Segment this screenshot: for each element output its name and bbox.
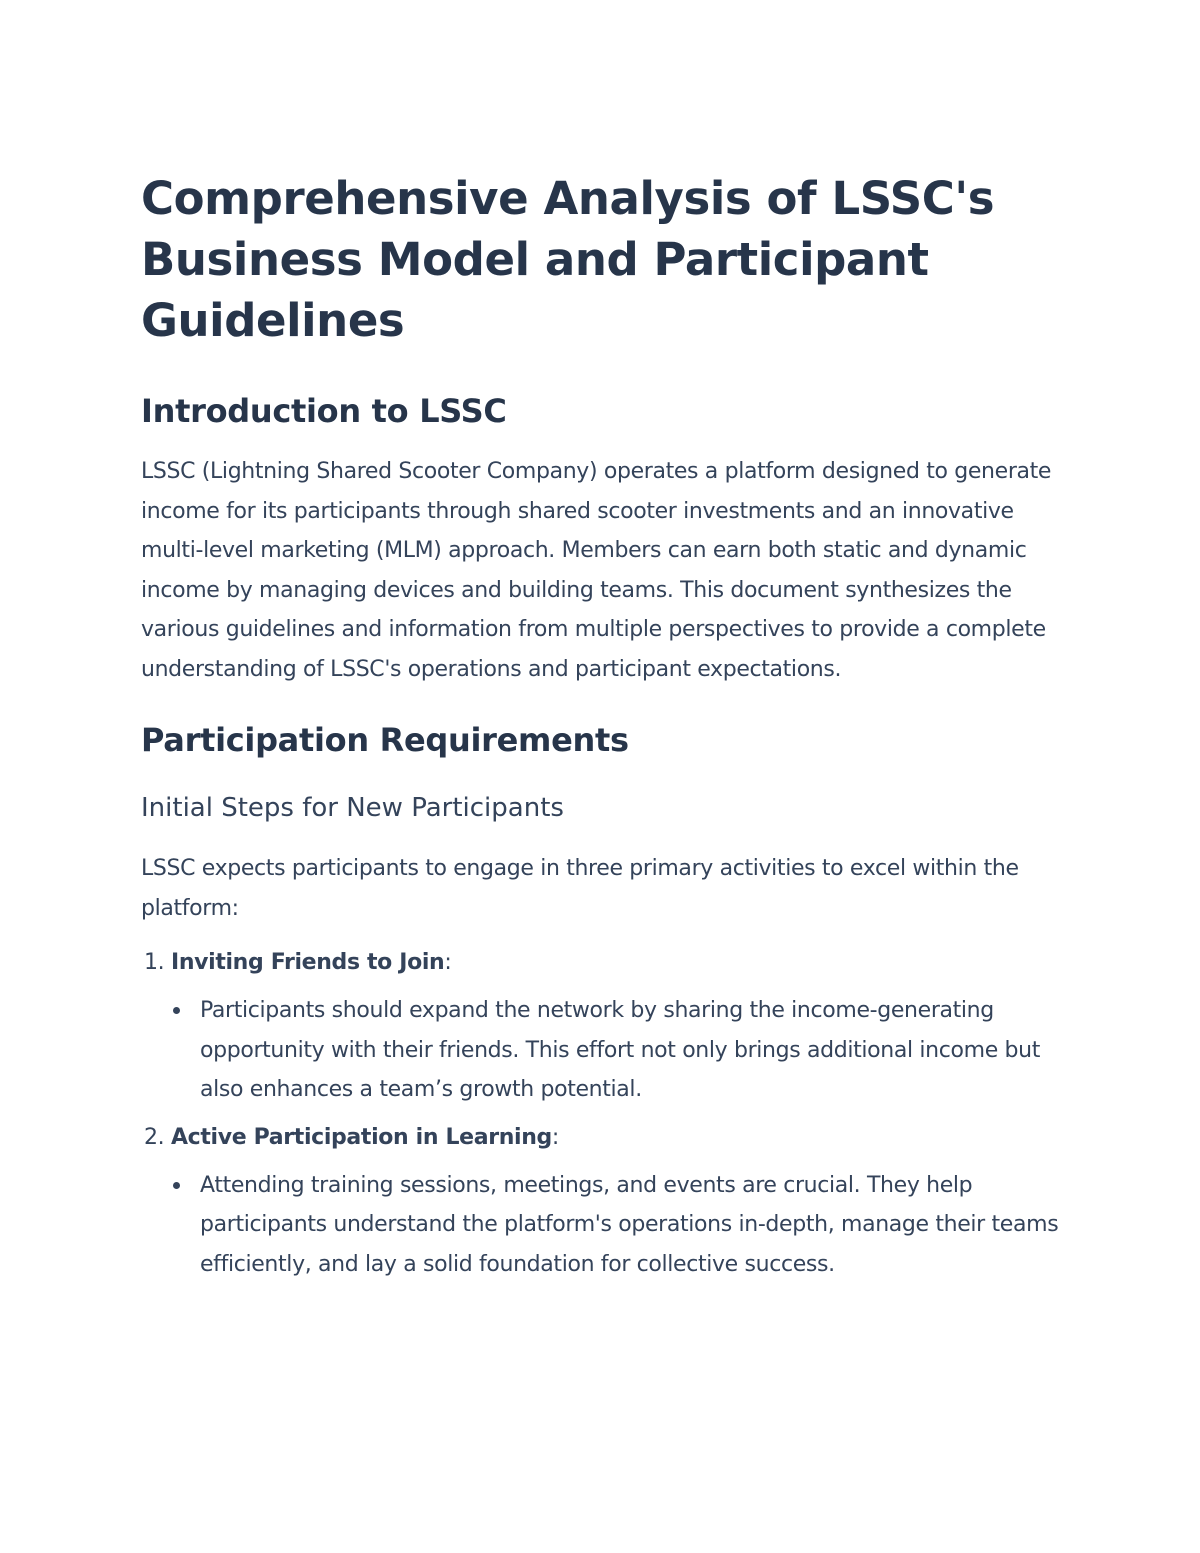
bullet-list	[141, 991, 1061, 1110]
section-heading-introduction: Introduction to LSSC	[141, 392, 507, 430]
step-title: Active Participation in Learning	[171, 1124, 552, 1150]
participation-paragraph: LSSC expects participants to engage in three primary activities to excel within the platform:	[141, 856, 1019, 921]
section-heading-participation: Participation Requirements	[141, 721, 629, 759]
steps-list	[141, 948, 1061, 1284]
step-number: 1.	[144, 950, 165, 975]
bullet-dot-icon	[173, 1182, 180, 1189]
step-heading	[141, 948, 1061, 978]
step-suffix: :	[444, 950, 452, 975]
subheading-initial-steps: Initial Steps for New Participants	[141, 793, 564, 823]
step-number: 2.	[144, 1124, 165, 1150]
bullet-item	[141, 991, 1061, 1110]
bullet-text: Attending training sessions, meetings, and events are crucial. They help participants understand the platform's operations in-depth, manage their teams efficiently, and lay a solid foundation for collective success.	[200, 1172, 1059, 1277]
bullet-text: Participants should expand the network by sharing the income-generating opportunity with their friends. This effort not only brings additional income but also enhances a team’s growth potential.	[200, 998, 1041, 1102]
bullet-dot-icon	[173, 1007, 180, 1014]
introduction-paragraph: LSSC (Lightning Shared Scooter Company) operates a platform designed to generate income for its participants through shared scooter investments and an innovative multi-level marketing (MLM) approach. Members can earn both static and dynamic income by managing devices and building teams. This document synthesizes the various guidelines and information from multiple perspectives to provide a complete understanding of LSSC's operations and participant expectations.	[141, 459, 1052, 682]
step-suffix: :	[551, 1124, 559, 1150]
bullet-list	[141, 1166, 1061, 1285]
bullet-item	[141, 1166, 1061, 1285]
document-page	[141, 168, 1061, 1284]
document-title: Comprehensive Analysis of LSSC's Business Model and Participant Guidelines	[141, 172, 995, 347]
list-item	[141, 1123, 1061, 1285]
list-item	[141, 948, 1061, 1110]
step-title: Inviting Friends to Join	[171, 950, 445, 975]
step-heading	[141, 1123, 1061, 1153]
